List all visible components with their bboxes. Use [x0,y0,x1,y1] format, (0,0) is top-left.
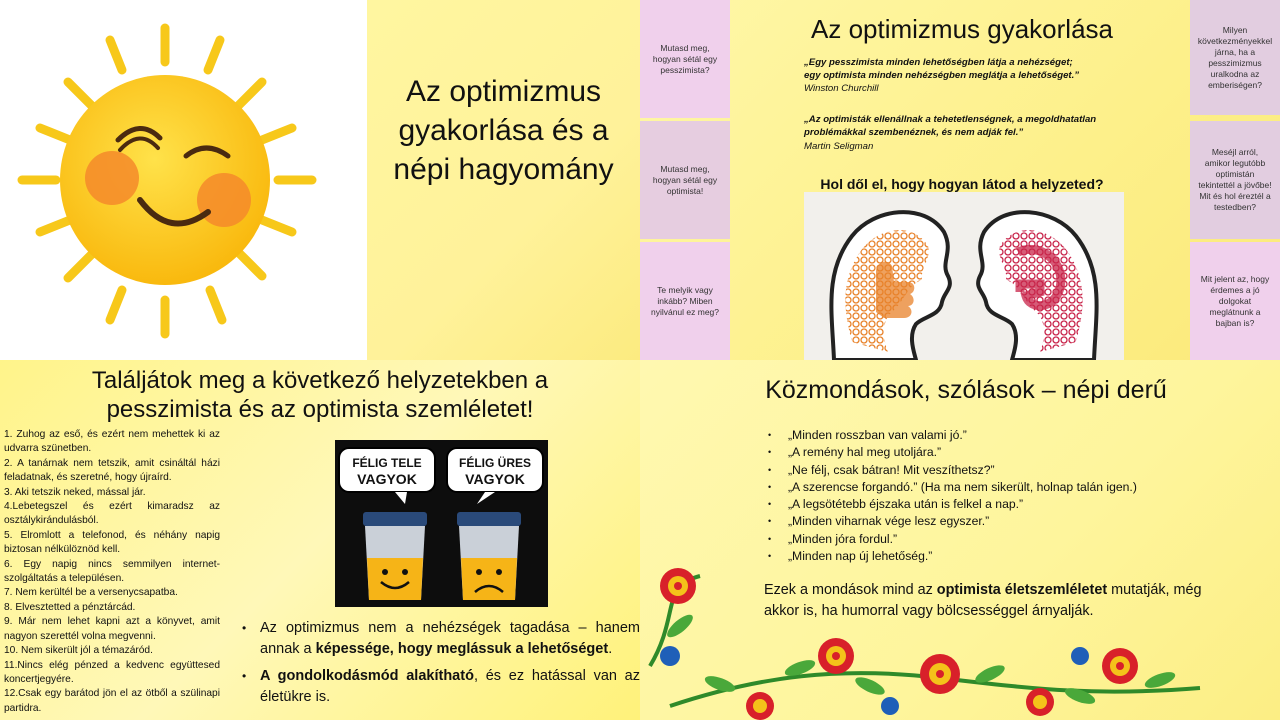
list-item: 3. Aki tetszik neked, mással jár. [4,486,146,498]
bubble-left-line2: VAGYOK [357,471,417,487]
bullet-icon: • [768,516,772,527]
question-card: Milyen következményekkel járna, ha a pesszimizmus uralkodna az emberiségen? [1190,0,1280,115]
slide-proverbs[interactable] [640,360,1280,720]
list-item: 11.Nincs elég pénzed a kedvenc együttesed koncertjegyére. [4,659,220,685]
list-item: • „Minden jóra fordul.” [768,531,1188,548]
list-item: • „A legsötétebb éjszaka után is felkel a nap.” [768,496,1188,513]
quote-seligman: „Az optimisták ellenállnak a tehetetlenségnek, a megoldhatatlan problémákkal szembenéznek, és nem adják fel.” [804,114,1097,138]
slide-title: Közmondások, szólások – népi derű [765,376,1167,404]
slide-title: Találjátok meg a következő helyzetekben a pesszimista és az optimista szemléletet! [91,367,549,423]
quote-churchill: „Egy pesszimista minden lehetőségben látja a nehézséget; egy optimista minden nehézségben meglátja a lehetőséget.” [804,57,1080,81]
bullet-icon: • [768,481,772,492]
list-item: • „Ne félj, csak bátran! Mit veszíthetsz?” [768,462,1188,479]
half-full-glasses-image [335,440,548,607]
bubble-right-line1: FÉLIG ÜRES [458,456,532,470]
slide-quotes[interactable] [640,0,1280,360]
bullet-icon: • [768,464,772,475]
discussion-question: Hol dől el, hogy hogyan látod a helyzeted? [820,176,1104,192]
bullet-icon: • [768,533,772,544]
bullet-icon: • [242,669,247,683]
two-heads-image [804,192,1124,360]
list-item: 9. Már nem lehet kapni azt a könyvet, amit nagyon szerettél volna megvenni. [4,616,220,642]
list-item: • „Minden viharnak vége lesz egyszer.” [768,513,1188,530]
quote-author: Martin Seligman [804,141,874,152]
list-item: 2. A tanárnak nem tetszik, amit csináltál házi feladatnak, és szeretné, hogy újraírd. [4,457,220,484]
list-item: 6. Egy napig nincs semmilyen internet-szolgáltatás a településen. [4,558,220,585]
list-item: • Az optimizmus nem a nehézségek tagadása – hanem annak a képessége, hogy meglássuk a lehetőséget. [242,620,640,657]
situation-list [4,428,220,716]
question-card: Te melyik vagy inkább? Miben nyilvánul ez meg? [640,242,730,360]
key-points [242,618,640,714]
summary-text: Ezek a mondások mind az optimista életszemléletet mutatják, még akkor is, ha humorral vagy bölcsességgel árnyalják. [764,582,1202,619]
title-panel [367,0,640,360]
bullet-icon: • [768,499,772,510]
list-item: • „A szerencse forgandó.” (Ha ma nem sikerült, holnap talán igen.) [768,479,1188,496]
smiling-sun-icon [0,0,367,360]
list-item: • „A remény hal meg utoljára.” [768,444,1188,461]
question-card: Mit jelent az, hogy érdemes a jó dolgokat meglátnunk a bajban is? [1190,242,1280,360]
bullet-icon: • [768,430,772,440]
list-item: 5. Elromlott a telefonod, és néhány napig biztosan nélkülöznöd kell. [4,529,220,556]
bubble-right-line2: VAGYOK [465,471,525,487]
presentation-title: Az optimizmus gyakorlása és a népi hagyomány [393,75,614,186]
slide-title: Az optimizmus gyakorlása [811,14,1113,44]
list-item: 4.Lebetegszel és ezért kimaradsz az osztálykirándulásból. [4,501,220,527]
quote-author: Winston Churchill [804,83,879,94]
bullet-icon: • [768,551,772,562]
sun-illustration [0,0,367,360]
list-item: • A gondolkodásmód alakítható, és ez hatással van az életükre is. [242,668,640,705]
list-item: 10. Nem sikerült jól a témazáród. [4,645,153,657]
list-item: 1. Zuhog az eső, és ezért nem mehettek ki az udvarra szünetben. [4,429,220,455]
list-item: 12.Csak egy barátod jön el az ötből a szülinapi partidra. [4,688,220,714]
bubble-left-line1: FÉLIG TELE [352,456,422,470]
question-card: Mutasd meg, hogyan sétál egy pesszimista? [640,0,730,118]
question-card: Mutasd meg, hogyan sétál egy optimista! [640,121,730,239]
list-item: 7. Nem kerültél be a versenycsapatba. [4,587,178,599]
slide-exercise[interactable] [0,360,640,720]
slide-title[interactable] [0,0,640,360]
list-item: • „Minden rosszban van valami jó.” [768,427,1188,444]
list-item: • „Minden nap új lehetőség.” [768,548,1188,565]
bullet-icon: • [768,447,772,458]
question-card: Meséjl arról, amikor legutóbb optimistán tekintettél a jövőbe! Mit és hol éreztél a testedben? [1190,121,1280,239]
proverb-list [768,427,1188,565]
list-item: 8. Elvesztetted a pénztárcád. [4,601,136,613]
bullet-icon: • [242,621,247,635]
